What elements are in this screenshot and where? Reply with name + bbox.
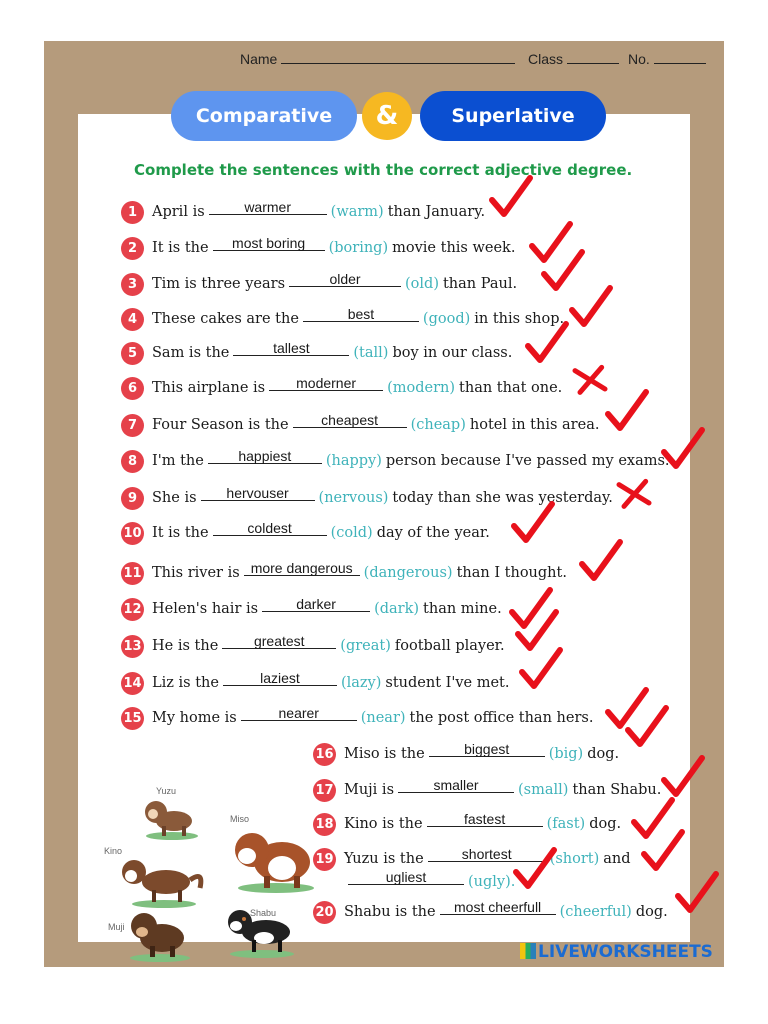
item-number: 9 (121, 487, 144, 510)
superlative-title: Superlative (420, 91, 606, 141)
logo-text: LIVEWORKSHEETS (538, 942, 713, 962)
sentence-start: April is (152, 204, 205, 220)
item-number: 10 (121, 522, 144, 545)
adjective-hint: (ugly). (468, 874, 516, 890)
check-mark-icon (510, 502, 554, 546)
sentence-start: It is the (152, 525, 209, 541)
adjective-hint: (modern) (387, 380, 456, 396)
sentence-start: He is the (152, 638, 219, 654)
item-number: 13 (121, 635, 144, 658)
exercise-item (121, 706, 593, 730)
adjective-hint: (boring) (328, 240, 389, 256)
check-mark-icon (640, 830, 684, 874)
check-mark-icon (488, 176, 532, 220)
adjective-hint: (dangerous) (363, 565, 453, 581)
sentence-start: Sam is the (152, 345, 230, 361)
item-number: 19 (313, 848, 336, 871)
sentence-end: dog. (589, 816, 622, 832)
sentence-end: dog. (587, 746, 620, 762)
exercise-item (121, 307, 564, 331)
name-field[interactable] (240, 51, 515, 67)
adjective-hint: (small) (518, 782, 569, 798)
dog-label-miso: Miso (230, 814, 250, 824)
number-label: No. (628, 51, 650, 67)
exercise-item (121, 341, 512, 365)
exercise-item (121, 413, 599, 437)
dog-label-muji: Muji (108, 922, 125, 932)
check-mark-icon (674, 872, 718, 916)
instruction-text: Complete the sentences with the correct adjective degree. (134, 161, 633, 179)
sentence-end: student I've met. (385, 675, 510, 691)
sentence-end: and (603, 851, 631, 867)
sentence-start: This airplane is (152, 380, 266, 396)
logo-icon (520, 943, 536, 959)
item-number: 12 (121, 598, 144, 621)
exercise-item (121, 272, 517, 296)
adjective-hint: (good) (422, 311, 471, 327)
sentence-start: Liz is the (152, 675, 219, 691)
number-blank[interactable] (654, 51, 706, 64)
class-field[interactable] (528, 51, 619, 67)
answer-field[interactable]: hervouser (201, 486, 315, 501)
answer-field[interactable]: fastest (427, 812, 543, 827)
answer-field[interactable]: older (289, 272, 401, 287)
answer-field[interactable]: warmer (209, 200, 327, 215)
sentence-end: football player. (394, 638, 505, 654)
answer-field[interactable]: greatest (222, 634, 336, 649)
sentence-end: person because I've passed my exams. (385, 453, 670, 469)
answer-field[interactable]: cheapest (293, 413, 407, 428)
name-blank[interactable] (281, 51, 515, 64)
number-field[interactable] (628, 51, 706, 67)
answer-field[interactable]: biggest (429, 742, 545, 757)
adjective-hint: (nervous) (318, 490, 389, 506)
sentence-end: than I thought. (456, 565, 567, 581)
adjective-hint: (dark) (374, 601, 420, 617)
check-mark-icon (524, 322, 568, 366)
answer-field[interactable]: ugliest (348, 870, 464, 885)
cross-mark-icon (614, 478, 654, 508)
sentence-end: the post office than hers. (409, 710, 594, 726)
dog-label-yuzu: Yuzu (156, 786, 177, 796)
item-number: 11 (121, 562, 144, 585)
adjective-hint: (cheap) (410, 417, 466, 433)
sentence-end: than January. (387, 204, 486, 220)
adjective-hint: (near) (360, 710, 406, 726)
answer-field[interactable]: more dangerous (244, 561, 360, 576)
item-number: 18 (313, 813, 336, 836)
answer-field[interactable]: tallest (233, 341, 349, 356)
exercise-item (313, 847, 631, 871)
exercise-item (121, 671, 510, 695)
class-label: Class (528, 51, 564, 67)
exercise-item (121, 200, 485, 224)
sentence-start: Kino is the (344, 816, 423, 832)
adjective-hint: (tall) (353, 345, 389, 361)
liveworksheets-logo (520, 942, 713, 962)
adjective-hint: (happy) (325, 453, 382, 469)
item-number: 2 (121, 237, 144, 260)
sentence-end: in this shop. (474, 311, 565, 327)
dogs-picture (104, 786, 334, 966)
sentence-start: Yuzu is the (344, 851, 424, 867)
exercise-item (121, 521, 490, 545)
item-number: 15 (121, 707, 144, 730)
sentence-end: boy in our class. (392, 345, 513, 361)
sentence-start: Shabu is the (344, 904, 436, 920)
answer-field[interactable]: moderner (269, 376, 383, 391)
check-mark-icon (660, 756, 704, 800)
adjective-hint: (fast) (546, 816, 586, 832)
exercise-item (313, 778, 661, 802)
sentence-start: It is the (152, 240, 209, 256)
name-label: Name (240, 51, 278, 67)
item-number: 6 (121, 377, 144, 400)
answer-field[interactable]: laziest (223, 671, 337, 686)
item-number: 8 (121, 450, 144, 473)
check-mark-icon (604, 390, 648, 434)
check-mark-icon (624, 706, 668, 750)
item-number: 7 (121, 414, 144, 437)
item-number: 3 (121, 273, 144, 296)
adjective-hint: (warm) (330, 204, 384, 220)
item-number: 14 (121, 672, 144, 695)
exercise-item (121, 236, 515, 260)
sentence-start: My home is (152, 710, 237, 726)
sentence-start: Muji is (344, 782, 395, 798)
comparative-title: Comparative (171, 91, 357, 141)
answer-field[interactable]: darker (262, 597, 370, 612)
class-blank[interactable] (567, 51, 619, 64)
answer-field[interactable]: smaller (398, 778, 514, 793)
ampersand-badge: & (362, 92, 412, 140)
sentence-end: than Shabu. (572, 782, 662, 798)
student-info-line (44, 51, 724, 71)
adjective-hint: (big) (548, 746, 584, 762)
item-number: 17 (313, 779, 336, 802)
item-number: 1 (121, 201, 144, 224)
item-number: 5 (121, 342, 144, 365)
item-number: 4 (121, 308, 144, 331)
adjective-hint: (cold) (330, 525, 373, 541)
answer-field[interactable]: most boring (213, 236, 325, 251)
answer-field[interactable]: coldest (213, 521, 327, 536)
sentence-start: These cakes are the (152, 311, 299, 327)
sentence-end: dog. (635, 904, 668, 920)
exercise-item (313, 812, 621, 836)
dog-label-shabu: Shabu (250, 908, 277, 918)
answer-field[interactable]: happiest (208, 449, 322, 464)
answer-field[interactable]: best (303, 307, 419, 322)
exercise-item (121, 376, 562, 400)
answer-field[interactable]: nearer (241, 706, 357, 721)
dogs-illustration (104, 786, 334, 966)
adjective-hint: (old) (405, 276, 439, 292)
exercise-item (121, 561, 567, 585)
exercise-item (121, 449, 670, 473)
answer-field[interactable]: most cheerfull (440, 900, 556, 915)
sentence-end: than mine. (423, 601, 502, 617)
sentence-start: Miso is the (344, 746, 425, 762)
check-mark-icon (518, 648, 562, 692)
sentence-end: movie this week. (392, 240, 516, 256)
sentence-start: Four Season is the (152, 417, 289, 433)
item-number: 16 (313, 743, 336, 766)
answer-field[interactable]: shortest (428, 847, 546, 862)
exercise-item (121, 634, 505, 658)
check-mark-icon (512, 848, 556, 892)
sentence-end: hotel in this area. (469, 417, 600, 433)
adjective-hint: (great) (340, 638, 391, 654)
sentence-start: I'm the (152, 453, 204, 469)
adjective-hint: (cheerful) (559, 904, 632, 920)
sentence-end: than that one. (459, 380, 563, 396)
check-mark-icon (578, 540, 622, 584)
item-number: 20 (313, 901, 336, 924)
exercise-item (313, 742, 619, 766)
sentence-start: This river is (152, 565, 240, 581)
dog-label-kino: Kino (104, 846, 123, 856)
exercise-item (313, 900, 668, 924)
sentence-start: Helen's hair is (152, 601, 259, 617)
sentence-end: than Paul. (442, 276, 518, 292)
sentence-end: day of the year. (376, 525, 490, 541)
exercise-item (344, 870, 519, 894)
adjective-hint: (short) (549, 851, 600, 867)
sentence-end: today than she was yesterday. (392, 490, 613, 506)
sentence-start: She is (152, 490, 197, 506)
check-mark-icon (568, 286, 612, 330)
check-mark-icon (660, 428, 704, 472)
adjective-hint: (lazy) (340, 675, 382, 691)
sentence-start: Tim is three years (152, 276, 286, 292)
exercise-item (121, 597, 502, 621)
